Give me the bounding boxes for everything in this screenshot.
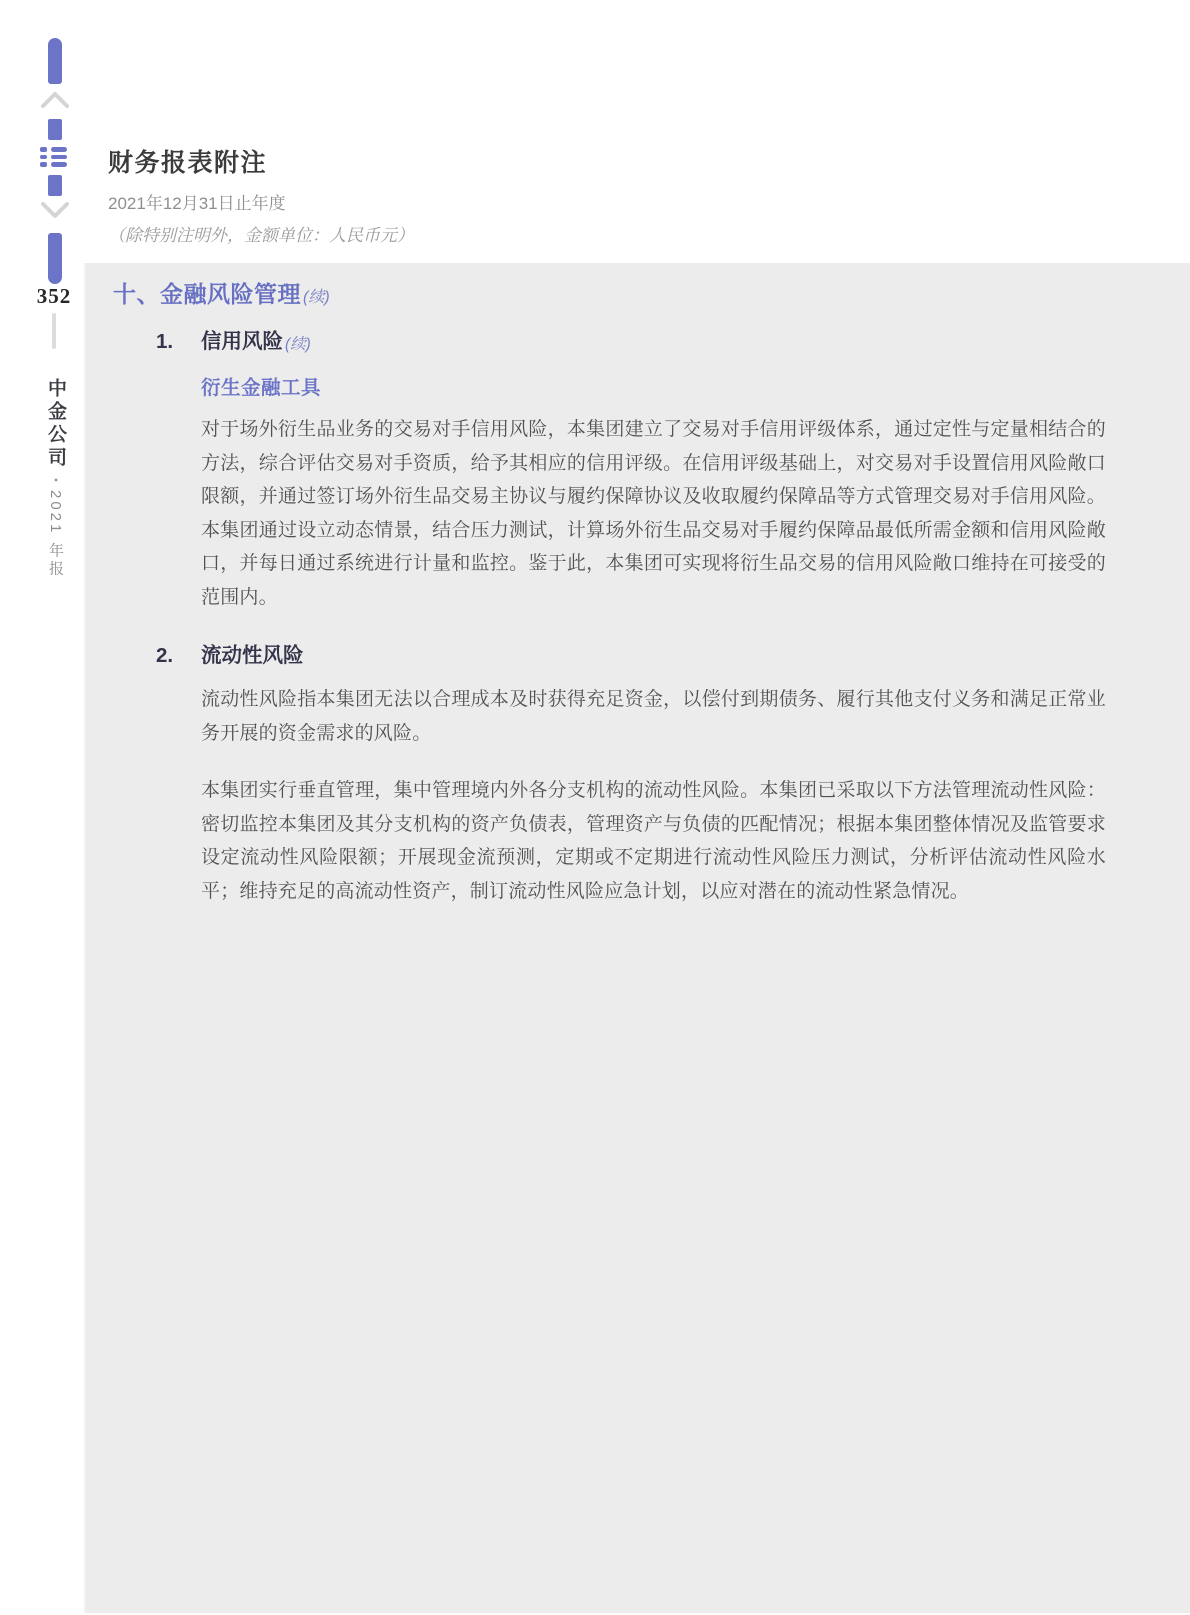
item-credit-risk [86, 327, 1190, 614]
paragraph: 流动性风险指本集团无法以合理成本及时获得充足资金，以偿付到期债务、履行其他支付义务和满足正常业务开展的资金需求的风险。 [201, 689, 1106, 744]
rail-top-bar [48, 38, 62, 84]
document-currency-note: （除特别注明外，金额单位：人民币元） [108, 226, 414, 245]
rail-block [48, 119, 62, 140]
item-title: 信用风险 [201, 330, 283, 353]
paragraph: 对于场外衍生品业务的交易对手信用风险，本集团建立了交易对手信用评级体系，通过定性与定量相结合的方法，综合评估交易对手资质，给予其相应的信用评级。在信用评级基础上，对交易对手设置信用风险敞口限额，并通过签订场外衍生品交易主协议与履约保障协议及收取履约保障品等方式管理交易对手信用风险。本集团通过设立动态情景，结合压力测试，计算场外衍生品交易对手履约保障品最低所需金额和信用风险敞口，并每日通过系统进行计量和监控。鉴于此，本集团可实现将衍生品交易的信用风险敞口维持在可接受的范围内。 [201, 419, 1106, 608]
item-heading [156, 641, 1190, 671]
item-title: 流动性风险 [201, 644, 304, 667]
document-subtitle: 2021年12月31日止年度 [108, 194, 286, 213]
page-number: 352 [36, 284, 72, 308]
item-heading [156, 327, 1190, 360]
page-number-tick [52, 313, 56, 349]
spine-year-label: 2021 年报 [47, 489, 64, 579]
document-title: 财务报表附注 [108, 150, 268, 177]
left-margin-column [0, 0, 84, 1615]
section-title: 金融风险管理 [160, 281, 301, 307]
list-icon [40, 147, 67, 167]
item-continued-suffix: (续) [285, 336, 311, 353]
content-panel [84, 263, 1190, 1613]
chevron-up-icon [41, 91, 69, 114]
item-number: 2. [156, 644, 174, 667]
item-liquidity-risk [86, 641, 1190, 908]
section-number: 十、 [113, 281, 160, 307]
spine-text [42, 378, 69, 578]
rail-block [48, 175, 62, 196]
item-number: 1. [156, 330, 174, 353]
paragraph: 本集团实行垂直管理，集中管理境内外各分支机构的流动性风险。本集团已采取以下方法管理流动性风险：密切监控本集团及其分支机构的资产负债表，管理资产与负债的匹配情况；根据本集团整体情况及监管要求设定流动性风险限额；开展现金流预测，定期或不定期进行流动性风险压力测试，分析评估流动性风险水平；维持充足的高流动性资产，制订流动性风险应急计划，以应对潜在的流动性紧急情况。 [201, 780, 1106, 902]
section-continued-suffix: (续) [303, 289, 330, 306]
spine-bullet: • [49, 478, 62, 482]
spine-company-name: 中金公司 [45, 378, 66, 470]
section-heading [113, 279, 1190, 313]
subheading-derivative-instruments: 衍生金融工具 [201, 377, 322, 399]
chevron-down-icon [41, 201, 69, 224]
rail-bottom-bar [48, 233, 62, 284]
document-header [108, 143, 414, 246]
